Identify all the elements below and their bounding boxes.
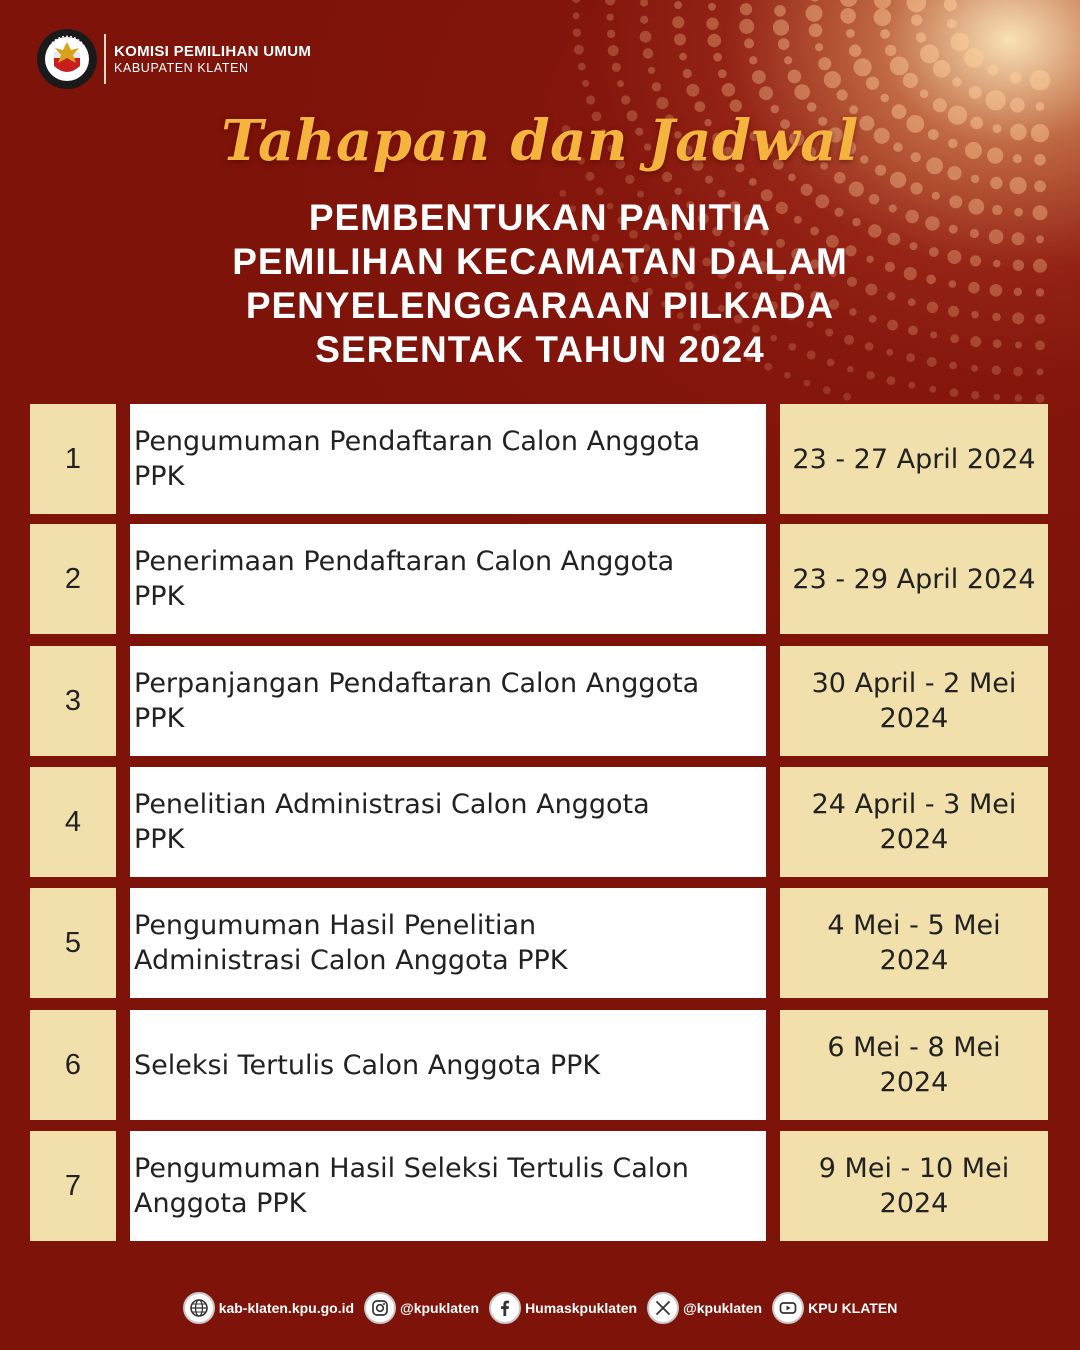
bokeh-dot bbox=[992, 205, 1002, 215]
schedule-row bbox=[30, 1131, 1048, 1241]
bokeh-dot bbox=[920, 89, 929, 98]
row-date bbox=[780, 524, 1048, 634]
bokeh-dot bbox=[643, 48, 654, 59]
kpu-garuda-logo-icon bbox=[36, 28, 98, 90]
bokeh-dot bbox=[778, 38, 790, 50]
bokeh-dot bbox=[784, 56, 792, 64]
desc-line: Perpanjangan Pendaftaran Calon Anggota bbox=[134, 668, 700, 699]
date-line: 6 Mei - 8 Mei bbox=[827, 1032, 1001, 1063]
bokeh-dot bbox=[605, 0, 615, 6]
bokeh-dot bbox=[970, 336, 981, 347]
bokeh-dot bbox=[617, 80, 624, 87]
desc-line: PPK bbox=[134, 824, 185, 855]
date-line: 2024 bbox=[879, 1188, 949, 1219]
bokeh-dot bbox=[706, 18, 718, 30]
schedule-row bbox=[30, 646, 1048, 756]
bokeh-dot bbox=[788, 70, 802, 84]
bokeh-dot bbox=[607, 14, 614, 21]
bokeh-dot bbox=[968, 199, 984, 215]
bokeh-dot bbox=[1036, 288, 1044, 296]
bokeh-dot bbox=[573, 29, 581, 37]
bokeh-dot bbox=[874, 8, 892, 26]
bokeh-dot bbox=[708, 34, 722, 48]
bokeh-dot bbox=[951, 33, 970, 52]
bokeh-dot bbox=[843, 393, 851, 401]
bokeh-dot bbox=[640, 31, 652, 43]
org-sub: KABUPATEN KLATEN bbox=[114, 61, 249, 75]
bokeh-dot bbox=[572, 0, 581, 3]
bokeh-dot bbox=[1034, 180, 1046, 192]
bokeh-dot bbox=[652, 82, 661, 91]
bokeh-dot bbox=[679, 53, 687, 61]
bokeh-dot bbox=[866, 371, 874, 379]
bokeh-dot bbox=[713, 53, 722, 62]
main-title bbox=[120, 196, 960, 372]
bokeh-dot bbox=[908, 382, 915, 389]
bokeh-dot bbox=[809, 0, 820, 2]
desc-line: Anggota PPK bbox=[134, 1188, 307, 1219]
bokeh-dot bbox=[890, 57, 909, 76]
org-block bbox=[114, 42, 311, 76]
youtube-icon bbox=[772, 1292, 804, 1324]
bokeh-dot bbox=[809, 24, 823, 38]
row-date bbox=[780, 404, 1048, 514]
bokeh-dot bbox=[801, 184, 813, 196]
bokeh-dot bbox=[607, 30, 615, 38]
bokeh-dot bbox=[740, 3, 752, 15]
bokeh-dot bbox=[749, 56, 757, 64]
row-description bbox=[130, 1131, 766, 1241]
date-line: 24 April - 3 Mei bbox=[811, 789, 1017, 820]
bokeh-dot bbox=[903, 73, 918, 88]
bokeh-dot bbox=[672, 16, 684, 28]
bokeh-dot bbox=[993, 260, 1001, 268]
bokeh-dot bbox=[686, 84, 699, 97]
bokeh-dot bbox=[759, 86, 773, 100]
date-line: 30 April - 2 Mei bbox=[811, 668, 1017, 699]
row-date bbox=[780, 1010, 1048, 1120]
bokeh-dot bbox=[907, 0, 927, 12]
bokeh-dot bbox=[640, 0, 648, 7]
bokeh-dot bbox=[837, 90, 848, 101]
youtube-text: KPU KLATEN bbox=[808, 1300, 898, 1316]
bokeh-dot bbox=[612, 63, 621, 72]
script-title: Tahapan dan Jadwal bbox=[221, 108, 859, 174]
footer-socials bbox=[0, 1290, 1080, 1326]
row-number: 3 bbox=[30, 646, 116, 756]
bokeh-dot bbox=[675, 188, 682, 195]
bokeh-dot bbox=[1010, 177, 1027, 194]
schedule-row bbox=[30, 404, 1048, 514]
bokeh-dot bbox=[1010, 72, 1022, 84]
bokeh-dot bbox=[718, 69, 727, 78]
row-number: 5 bbox=[30, 888, 116, 998]
bokeh-dot bbox=[794, 84, 810, 100]
bokeh-dot bbox=[874, 0, 891, 9]
row-date bbox=[780, 888, 1048, 998]
desc-line: Pengumuman Hasil Seleksi Tertulis Calon bbox=[134, 1153, 689, 1184]
bokeh-dot bbox=[582, 80, 589, 87]
bokeh-dot bbox=[964, 48, 984, 68]
header bbox=[36, 24, 311, 94]
bokeh-dot bbox=[952, 77, 961, 86]
row-description bbox=[130, 646, 766, 756]
bokeh-dot bbox=[866, 77, 879, 90]
bokeh-dot bbox=[1036, 235, 1044, 243]
bokeh-dot bbox=[971, 391, 979, 399]
schedule-row bbox=[30, 767, 1048, 877]
schedule-row bbox=[30, 888, 1048, 998]
bokeh-dot bbox=[994, 394, 1001, 401]
bokeh-dot bbox=[578, 63, 586, 71]
bokeh-dot bbox=[806, 5, 823, 22]
row-number: 4 bbox=[30, 767, 116, 877]
row-description bbox=[130, 767, 766, 877]
bokeh-dot bbox=[1014, 208, 1023, 217]
globe-icon bbox=[183, 1292, 215, 1324]
schedule-row bbox=[30, 1010, 1048, 1120]
row-date bbox=[780, 646, 1048, 756]
date-line: 23 - 27 April 2024 bbox=[792, 443, 1036, 475]
bokeh-dot bbox=[1012, 232, 1025, 245]
bokeh-dot bbox=[880, 29, 890, 39]
row-number: 7 bbox=[30, 1131, 116, 1241]
bokeh-dot bbox=[846, 29, 855, 38]
bokeh-dot bbox=[708, 3, 716, 11]
desc-line: PPK bbox=[134, 581, 185, 612]
bokeh-dot bbox=[608, 45, 619, 56]
bokeh-dot bbox=[1014, 288, 1022, 296]
youtube-link[interactable] bbox=[772, 1292, 897, 1324]
bokeh-dot bbox=[818, 57, 831, 70]
x-icon bbox=[647, 1292, 679, 1324]
bokeh-dot bbox=[887, 376, 896, 385]
bokeh-dot bbox=[970, 255, 981, 266]
bokeh-dot bbox=[885, 45, 896, 56]
row-description bbox=[130, 404, 766, 514]
bokeh-dot bbox=[990, 284, 1003, 297]
bokeh-dot bbox=[840, 8, 856, 24]
org-name: KOMISI PEMILIHAN UMUM bbox=[114, 43, 312, 60]
facebook-text: Humaskpuklaten bbox=[525, 1300, 638, 1316]
schedule-row bbox=[30, 524, 1048, 634]
bokeh-dot bbox=[971, 311, 979, 319]
bokeh-dot bbox=[815, 43, 823, 51]
bokeh-dot bbox=[773, 19, 789, 35]
bokeh-dot bbox=[705, 176, 713, 184]
bokeh-dot bbox=[1035, 341, 1045, 351]
bokeh-dot bbox=[993, 339, 1002, 348]
bokeh-dot bbox=[990, 177, 1002, 189]
bokeh-dot bbox=[1036, 394, 1045, 403]
instagram-icon bbox=[364, 1292, 396, 1324]
desc-line: PPK bbox=[134, 461, 185, 492]
desc-line: Pengumuman Hasil Penelitian bbox=[134, 910, 537, 941]
bokeh-dot bbox=[849, 182, 864, 197]
bokeh-dot bbox=[880, 94, 889, 103]
bokeh-dot bbox=[1015, 342, 1022, 349]
logo-divider bbox=[104, 34, 106, 84]
row-number: 2 bbox=[30, 524, 116, 634]
bokeh-dot bbox=[968, 282, 980, 294]
bokeh-dot bbox=[933, 60, 951, 78]
date-line: 9 Mei - 10 Mei bbox=[818, 1153, 1010, 1184]
bokeh-dot bbox=[916, 32, 926, 42]
bokeh-dot bbox=[749, 178, 757, 186]
bokeh-dot bbox=[1033, 205, 1048, 220]
website-text: kab-klaten.kpu.go.id bbox=[218, 1300, 355, 1316]
website-link[interactable] bbox=[183, 1292, 354, 1324]
bokeh-dot bbox=[625, 175, 634, 184]
date-line: 2024 bbox=[879, 1067, 949, 1098]
instagram-text: @kpuklaten bbox=[400, 1300, 480, 1316]
bokeh-dot bbox=[640, 16, 648, 24]
bokeh-dot bbox=[784, 372, 791, 379]
row-number: 1 bbox=[30, 404, 116, 514]
main-title-line: PEMBENTUKAN PANITIA bbox=[308, 197, 772, 238]
main-title-line: PEMILIHAN KECAMATAN DALAM bbox=[232, 241, 848, 282]
bokeh-dot bbox=[804, 380, 811, 387]
bokeh-dot bbox=[621, 95, 630, 104]
bokeh-dot bbox=[596, 187, 604, 195]
bokeh-dot bbox=[988, 65, 999, 76]
desc-line: Administrasi Calon Anggota PPK bbox=[134, 945, 568, 976]
bokeh-dot bbox=[574, 45, 584, 55]
row-number: 6 bbox=[30, 1010, 116, 1120]
date-line: 2024 bbox=[879, 703, 949, 734]
desc-line: Pengumuman Pendaftaran Calon Anggota bbox=[134, 426, 701, 457]
bokeh-dot bbox=[989, 229, 1004, 244]
date-line: 2024 bbox=[879, 945, 949, 976]
bokeh-dot bbox=[929, 386, 936, 393]
facebook-icon bbox=[489, 1292, 521, 1324]
bokeh-dot bbox=[586, 95, 595, 104]
bokeh-dot bbox=[683, 69, 692, 78]
bokeh-dot bbox=[849, 45, 861, 57]
bokeh-dot bbox=[1035, 314, 1045, 324]
row-description bbox=[130, 1010, 766, 1120]
bokeh-dot bbox=[722, 83, 736, 97]
main-title-line: PENYELENGGARAAN PILKADA bbox=[245, 285, 835, 326]
bokeh-dot bbox=[1013, 260, 1024, 271]
bokeh-dot bbox=[648, 67, 655, 74]
bokeh-dot bbox=[854, 58, 872, 76]
desc-line: Penerimaan Pendaftaran Calon Anggota bbox=[134, 546, 675, 577]
bokeh-dot bbox=[1013, 367, 1023, 377]
bokeh-dot bbox=[788, 174, 796, 182]
bokeh-dot bbox=[674, 1, 682, 9]
bokeh-dot bbox=[824, 71, 841, 88]
date-line: 2024 bbox=[879, 824, 949, 855]
bokeh-dot bbox=[910, 182, 922, 194]
desc-line: PPK bbox=[134, 703, 185, 734]
x-text: @kpuklaten bbox=[683, 1300, 763, 1316]
row-date bbox=[780, 767, 1048, 877]
row-description bbox=[130, 524, 766, 634]
bokeh-dot bbox=[944, 0, 957, 11]
bokeh-dot bbox=[890, 172, 906, 188]
bokeh-dot bbox=[840, 0, 857, 7]
bokeh-dot bbox=[911, 15, 922, 26]
bokeh-dot bbox=[950, 388, 959, 397]
date-line: 23 - 29 April 2024 bbox=[792, 563, 1036, 595]
row-date bbox=[780, 1131, 1048, 1241]
bokeh-dot bbox=[992, 313, 1001, 322]
bokeh-dot bbox=[992, 366, 1001, 375]
main-title-line: SERENTAK TAHUN 2024 bbox=[315, 329, 765, 370]
x-link[interactable] bbox=[647, 1292, 762, 1324]
bokeh-dot bbox=[774, 5, 786, 17]
bokeh-dot bbox=[752, 70, 766, 84]
bokeh-dot bbox=[1012, 312, 1024, 324]
bokeh-dot bbox=[1030, 70, 1051, 91]
bokeh-dot bbox=[970, 229, 979, 238]
bokeh-dot bbox=[739, 19, 754, 34]
bokeh-dot bbox=[1033, 259, 1047, 273]
bokeh-dot bbox=[744, 38, 754, 48]
facebook-link[interactable] bbox=[489, 1292, 637, 1324]
bokeh-dot bbox=[971, 365, 978, 372]
bokeh-dot bbox=[823, 386, 831, 394]
bokeh-dot bbox=[969, 86, 982, 99]
instagram-link[interactable] bbox=[364, 1292, 479, 1324]
bokeh-dot bbox=[971, 175, 979, 183]
desc-line: Penelitian Administrasi Calon Anggota bbox=[134, 789, 650, 820]
row-description bbox=[130, 888, 766, 998]
bokeh-dot bbox=[573, 12, 580, 19]
bokeh-dot bbox=[1036, 368, 1043, 375]
bokeh-dot bbox=[947, 19, 957, 29]
date-line: 4 Mei - 5 Mei bbox=[827, 910, 1001, 941]
bokeh-dot bbox=[674, 34, 686, 46]
bokeh-dot bbox=[920, 44, 939, 63]
bokeh-dot bbox=[1015, 394, 1023, 402]
desc-line: Seleksi Tertulis Calon Anggota PPK bbox=[134, 1049, 601, 1081]
